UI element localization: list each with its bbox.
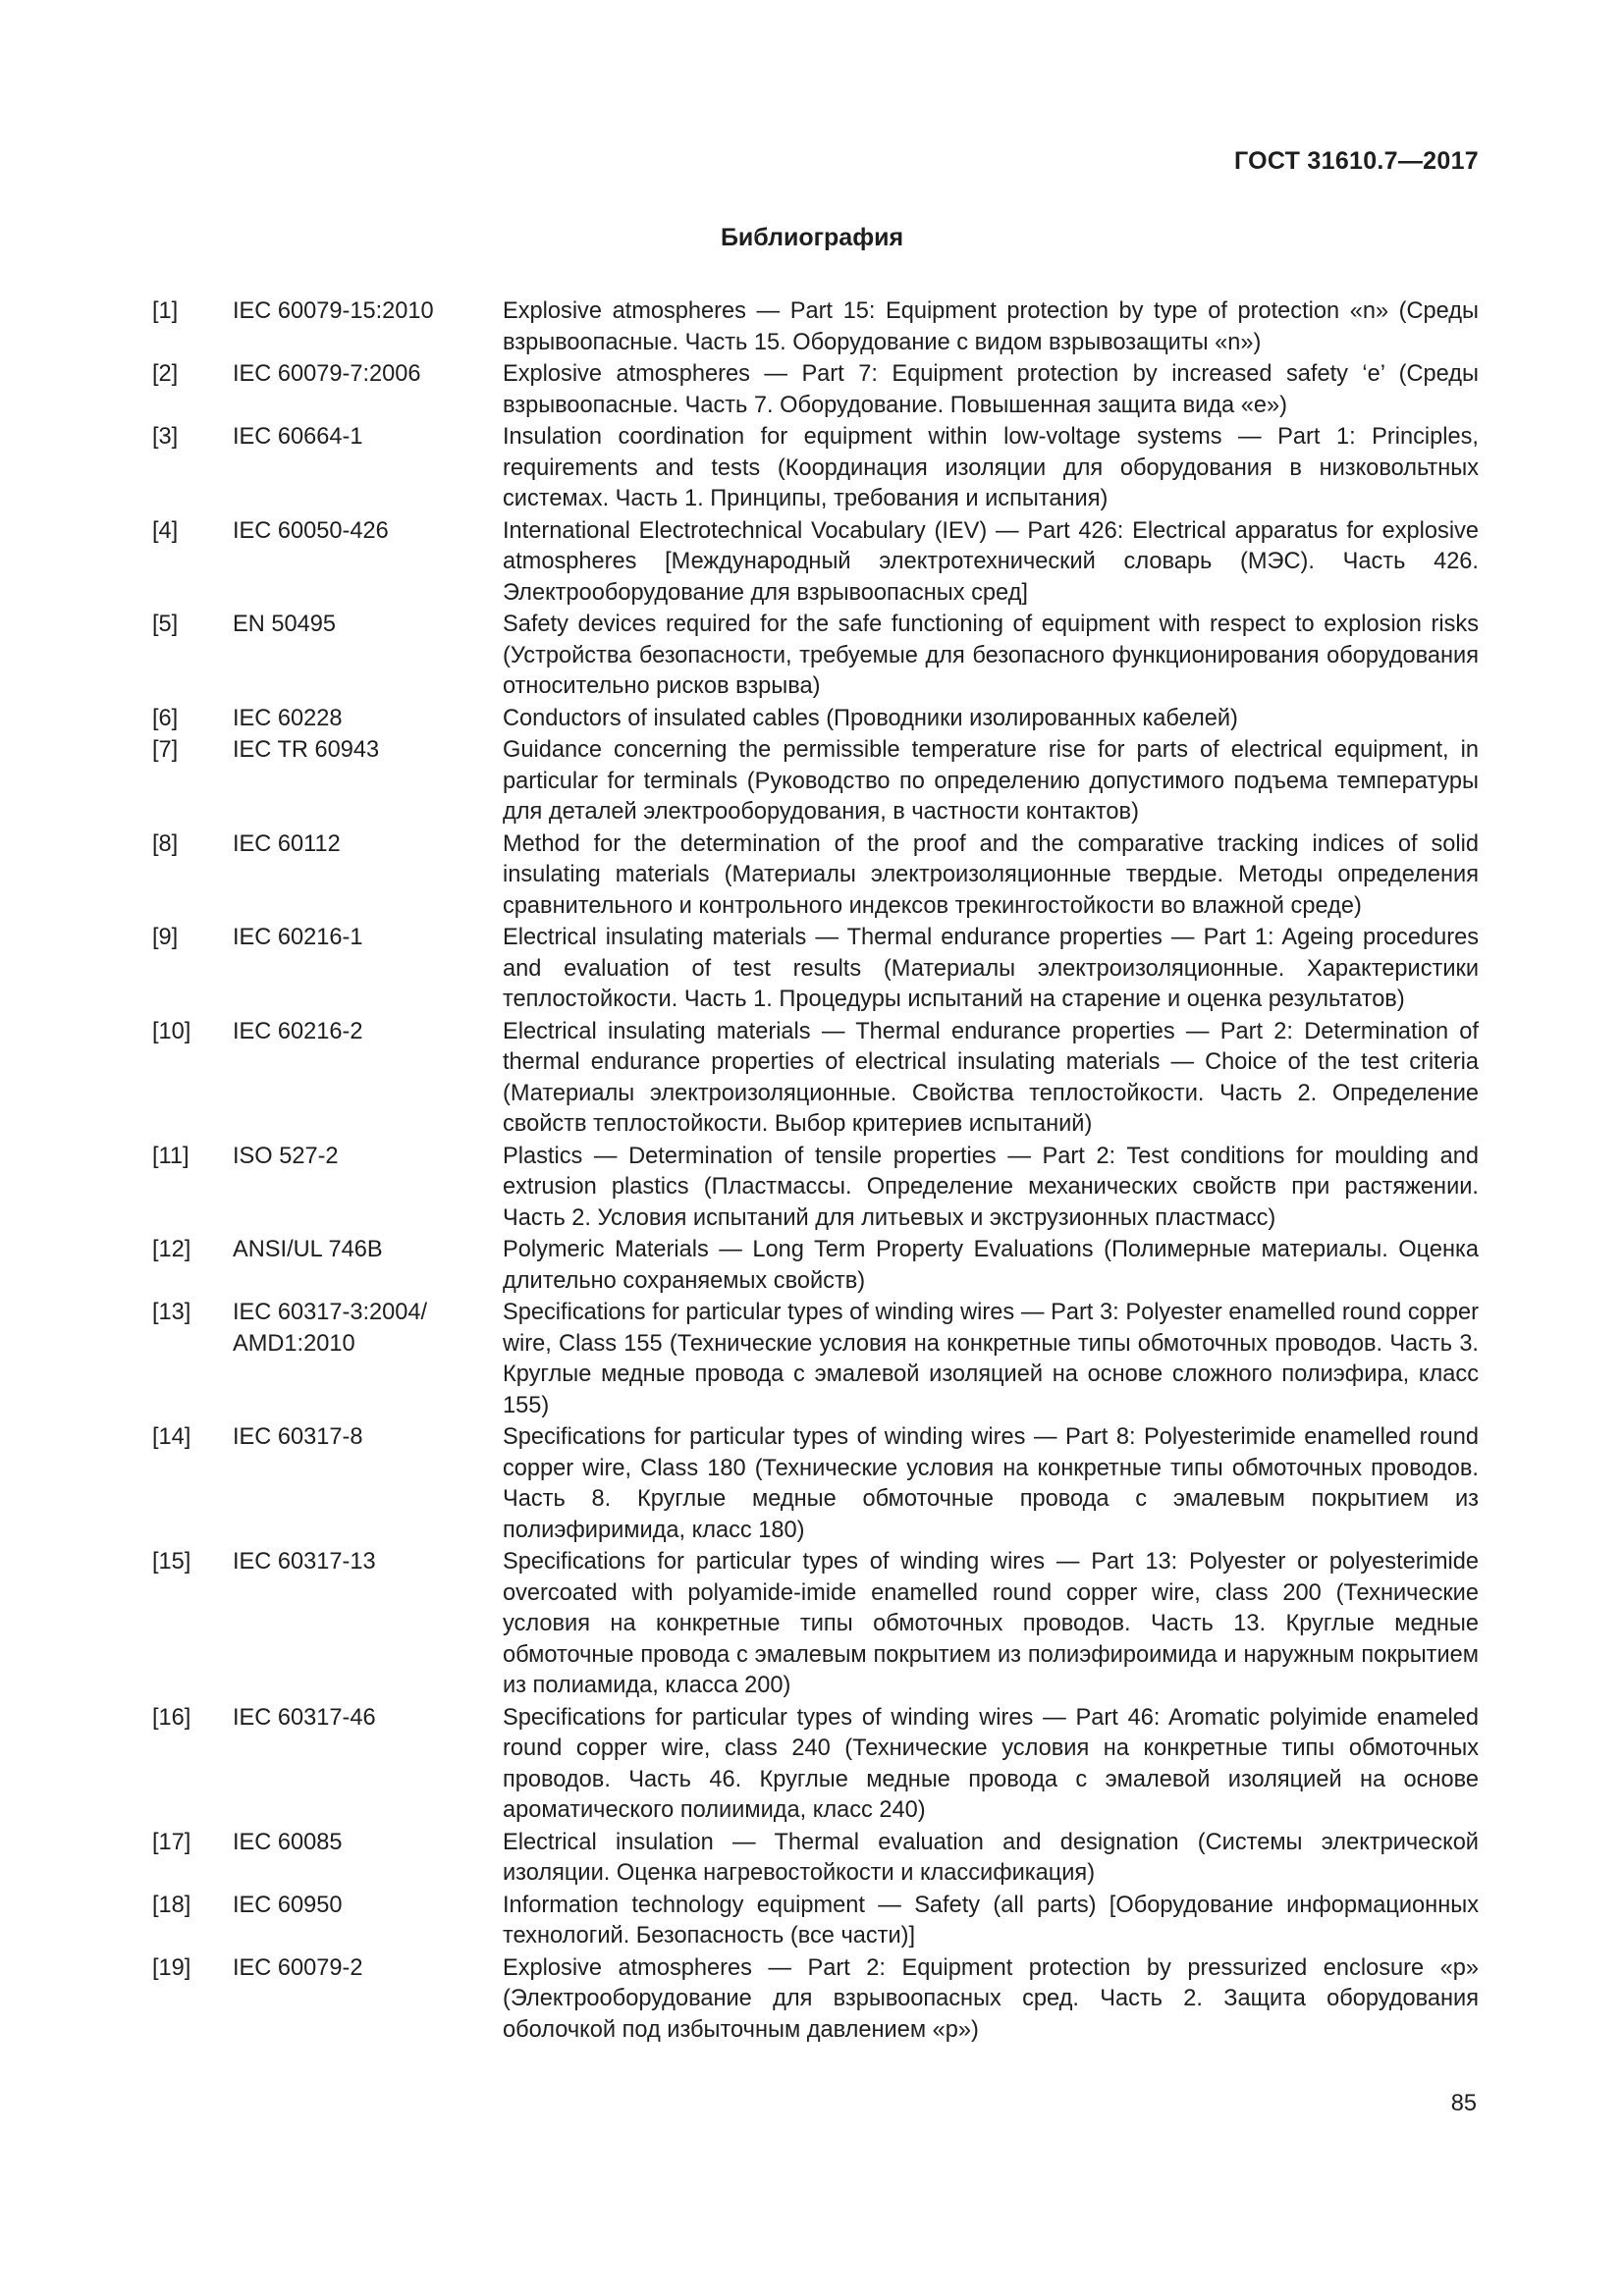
entry-standard-code: IEC 60950 <box>233 1892 343 1918</box>
entry-standard-code: IEC 60317-3:2004/ AMD1:2010 <box>233 1300 428 1357</box>
entry-number: [3] <box>152 424 179 450</box>
bibliography-entry <box>152 296 1479 358</box>
entry-standard-code: IEC 60050-426 <box>233 517 389 544</box>
entry-description: Electrical insulating materials — Thermal endurance properties — Part 1: Ageing procedures and evaluation of test results (Материалы электроизоляционные. Характеристики теплостойкости. Часть 1. Процедуры испытаний на старение и оценка результатов) <box>503 925 1479 1012</box>
entry-description: Specifications for particular types of winding wires — Part 3: Polyester enamelled round copper wire, Class 155 (Технические условия на конкретные типы обмоточных проводов. Часть 3. Круглые медные провода с эмалевой изоляцией на основе сложного полиэфира, класс 155) <box>503 1300 1479 1418</box>
entry-description: Explosive atmospheres — Part 7: Equipment protection by increased safety ‘e’ (Среды взрывоопасные. Часть 7. Оборудование. Повышенная защита вида «е») <box>503 361 1479 418</box>
entry-number: [4] <box>152 517 179 544</box>
entry-number: [15] <box>152 1549 191 1575</box>
entry-number: [6] <box>152 705 179 731</box>
entry-description: Specifications for particular types of winding wires — Part 13: Polyester or polyesterimide overcoated with polyamide-imide enamelled round copper wire, class 200 (Технические условия на конкретные типы обмоточных проводов. Часть 13. Круглые медные обмоточные провода с эмалевым покрытием из полиэфироимида и наружным покрытием из полиамида, класса 200) <box>503 1549 1479 1698</box>
bibliography-entry <box>152 1235 1479 1297</box>
entry-standard-code: IEC 60317-13 <box>233 1549 376 1575</box>
bibliography-list <box>152 296 1479 2046</box>
entry-description: Safety devices required for the safe functioning of equipment with respect to explosion risks (Устройства безопасности, требуемые для безопасного функционирования оборудования относительно рисков взрыва) <box>503 612 1479 699</box>
entry-standard-code: IEC TR 60943 <box>233 737 380 763</box>
bibliography-entry <box>152 1142 1479 1235</box>
bibliography-entry <box>152 829 1479 923</box>
entry-number: [13] <box>152 1300 191 1325</box>
page-number: 85 <box>1450 2091 1477 2116</box>
entry-description: Information technology equipment — Safety (all parts) [Оборудование информационных технологий. Безопасность (все части)] <box>503 1892 1479 1949</box>
entry-standard-code: IEC 60085 <box>233 1829 343 1855</box>
bibliography-entry <box>152 516 1479 610</box>
bibliography-entry <box>152 1547 1479 1702</box>
entry-number: [17] <box>152 1829 191 1855</box>
entry-standard-code: IEC 60216-1 <box>233 925 363 950</box>
entry-standard-code: IEC 60317-46 <box>233 1704 376 1731</box>
entry-description: Insulation coordination for equipment within low-voltage systems — Part 1: Principles, requirements and tests (Координация изоляции для оборудования в низковольтных системах. Часть 1. Принципы, требования и испытания) <box>503 424 1479 511</box>
bibliography-entry <box>152 1422 1479 1546</box>
entry-description: Specifications for particular types of winding wires — Part 46: Aromatic polyimide enameled round copper wire, class 240 (Технические условия на конкретные типы обмоточных проводов. Часть 46. Круглые медные провода с эмалевой изоляцией на основе ароматического полиимида, класс 240) <box>503 1704 1479 1823</box>
entry-description: Polymeric Materials — Long Term Property Evaluations (Полимерные материалы. Оценка длительно сохраняемых свойств) <box>503 1237 1479 1294</box>
entry-number: [1] <box>152 298 179 324</box>
page-title: Библиография <box>720 224 904 251</box>
entry-number: [11] <box>152 1143 189 1169</box>
entry-standard-code: IEC 60079-15:2010 <box>233 298 434 324</box>
entry-standard-code: IEC 60216-2 <box>233 1018 363 1044</box>
entry-standard-code: ANSI/UL 746B <box>233 1237 383 1262</box>
entry-description: Explosive atmospheres — Part 2: Equipment protection by pressurized enclosure «p» (Электрооборудование для взрывоопасных сред. Часть 2. Защита оборудования оболочкой под избыточным давлением «р») <box>503 1954 1479 2043</box>
bibliography-entry <box>152 1891 1479 1952</box>
entry-description: International Electrotechnical Vocabulary (IEV) — Part 426: Electrical apparatus for explosive atmospheres [Международный электротехнический словарь (МЭС). Часть 426. Электрооборудование для взрывоопасных сред] <box>503 517 1479 606</box>
entry-number: [14] <box>152 1424 191 1450</box>
bibliography-entry <box>152 1017 1479 1141</box>
bibliography-entry <box>152 1828 1479 1890</box>
entry-number: [5] <box>152 612 179 637</box>
bibliography-entry <box>152 704 1479 735</box>
entry-standard-code: IEC 60317-8 <box>233 1424 363 1450</box>
entry-number: [16] <box>152 1704 191 1731</box>
bibliography-entry <box>152 735 1479 828</box>
entry-description: Plastics — Determination of tensile properties — Part 2: Test conditions for moulding and extrusion plastics (Пластмассы. Определение механических свойств при растяжении. Часть 2. Условия испытаний для литьевых и экструзионных пластмасс) <box>503 1143 1479 1231</box>
bibliography-entry <box>152 1298 1479 1421</box>
entry-number: [2] <box>152 361 179 387</box>
entry-standard-code: ISO 527-2 <box>233 1143 339 1169</box>
entry-number: [9] <box>152 925 179 950</box>
entry-number: [7] <box>152 737 179 763</box>
entry-standard-code: IEC 60079-7:2006 <box>233 361 421 387</box>
entry-number: [10] <box>152 1018 191 1044</box>
entry-description: Guidance concerning the permissible temperature rise for parts of electrical equipment, in particular for terminals (Руководство по определению допустимого подъема температуры для деталей электрооборудования, в частности контактов) <box>503 737 1479 825</box>
entry-description: Electrical insulating materials — Thermal endurance properties — Part 2: Determination of thermal endurance properties of electrical insulating materials — Choice of the test criteria (Материалы электроизоляционные. Свойства теплостойкости. Часть 2. Определение свойств теплостойкости. Выбор критериев испытаний) <box>503 1018 1479 1137</box>
entry-number: [8] <box>152 830 179 857</box>
entry-description: Electrical insulation — Thermal evaluation and designation (Системы электрической изоляции. Оценка нагревостойкости и классификация) <box>503 1829 1479 1886</box>
entry-standard-code: IEC 60079-2 <box>233 1954 363 1981</box>
document-code: ГОСТ 31610.7—2017 <box>1233 147 1479 175</box>
entry-standard-code: IEC 60112 <box>233 830 341 857</box>
entry-number: [19] <box>152 1954 191 1981</box>
entry-description: Specifications for particular types of winding wires — Part 8: Polyesterimide enamelled round copper wire, Class 180 (Технические условия на конкретные типы обмоточных проводов. Часть 8. Круглые медные обмоточные провода с эмалевым покрытием из полиэфиримида, класс 180) <box>503 1424 1479 1543</box>
bibliography-entry <box>152 359 1479 421</box>
bibliography-entry <box>152 610 1479 703</box>
bibliography-entry <box>152 422 1479 515</box>
bibliography-entry <box>152 1703 1479 1827</box>
entry-description: Explosive atmospheres — Part 15: Equipment protection by type of protection «n» (Среды взрывоопасные. Часть 15. Оборудование с видом взрывозащиты «n») <box>503 298 1479 355</box>
entry-number: [12] <box>152 1237 191 1262</box>
entry-standard-code: IEC 60228 <box>233 705 343 731</box>
entry-standard-code: EN 50495 <box>233 612 336 637</box>
entry-number: [18] <box>152 1892 191 1918</box>
entry-description: Method for the determination of the proof and the comparative tracking indices of solid insulating materials (Материалы электроизоляционные твердые. Методы определения сравнительного и контрольного индексов трекингостойкости во влажной среде) <box>503 830 1479 919</box>
entry-description: Conductors of insulated cables (Проводники изолированных кабелей) <box>503 705 1238 731</box>
bibliography-entry <box>152 923 1479 1016</box>
entry-standard-code: IEC 60664-1 <box>233 424 363 450</box>
bibliography-entry <box>152 1953 1479 2047</box>
